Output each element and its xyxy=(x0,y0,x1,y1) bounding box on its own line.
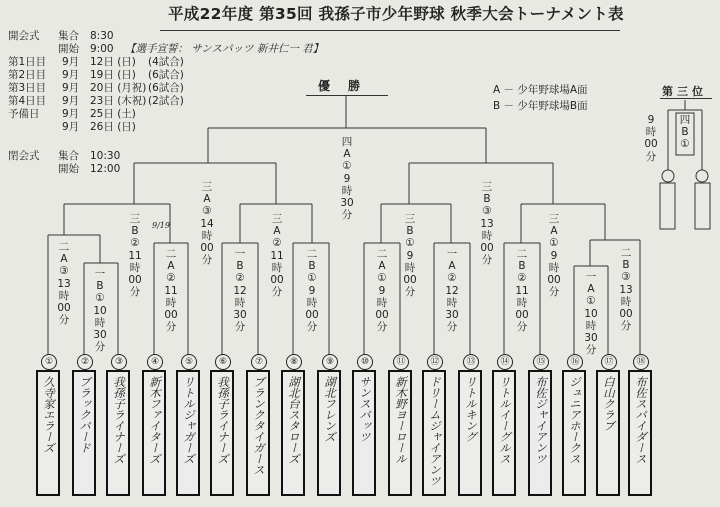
champion-label: 優勝 xyxy=(318,79,379,93)
team-name: リトルイーグルス xyxy=(498,376,512,464)
team-name: 久寺家エラーズ xyxy=(42,376,56,453)
third-place-time-col: 9 時 00 分 xyxy=(644,114,658,163)
team-box xyxy=(596,370,620,496)
team-number: ⑨ xyxy=(322,354,338,370)
third-place-field: 四 B ① xyxy=(679,114,691,151)
closing-sub: 集合 xyxy=(58,150,79,162)
schedule-time: 8:30 xyxy=(90,30,114,42)
team-number: ② xyxy=(77,354,93,370)
match-semi-left: 三 A ③ 14 時 00 分 xyxy=(200,181,214,267)
schedule-time: 12日 (日) xyxy=(90,56,136,68)
team-name: ドリームジャイアンツ xyxy=(428,376,442,486)
match-q2: 三 A ② 11 時 00 分 xyxy=(270,213,284,299)
team-number: ⑯ xyxy=(567,354,583,370)
third-place-slot xyxy=(662,170,674,182)
team-box xyxy=(176,370,200,496)
team-name: ブランクタイガース xyxy=(252,376,266,475)
page-title: 平成22年度 第35回 我孫子市少年野球 秋季大会トーナメント表 xyxy=(168,5,624,23)
team-number: ⑥ xyxy=(215,354,231,370)
match-q1: 三 B ② 11 時 00 分 xyxy=(128,213,142,299)
team-name: リトルジャガーズ xyxy=(182,376,196,464)
team-number: ⑱ xyxy=(633,354,649,370)
third-place-team-box xyxy=(660,183,675,229)
match-semi-right: 三 B ③ 13 時 00 分 xyxy=(480,181,494,267)
team-name: 我孫子ライナーズ xyxy=(216,376,230,464)
schedule-label: 第2日目 xyxy=(8,69,47,81)
team-name: ブラックバード xyxy=(78,376,92,453)
team-box xyxy=(142,370,166,496)
match-final: 四 A ① 9 時 30 分 xyxy=(340,136,354,222)
third-place-team-box xyxy=(695,183,710,229)
team-number: ⑰ xyxy=(601,354,617,370)
team-box xyxy=(106,370,130,496)
schedule-extra: (2試合) xyxy=(148,95,184,107)
team-name: 新木野ヨーロール xyxy=(394,376,408,464)
schedule-time: 20日 (月祝) xyxy=(90,82,147,94)
schedule-sub: 9月 xyxy=(62,82,80,94)
closing-time: 10:30 xyxy=(90,150,121,162)
team-box xyxy=(492,370,516,496)
team-number: ⑬ xyxy=(463,354,479,370)
schedule-time: 23日 (木祝) xyxy=(90,95,147,107)
legend-a: A － 少年野球場A面 xyxy=(493,84,588,96)
team-number: ④ xyxy=(147,354,163,370)
schedule-extra: (6試合) xyxy=(148,82,184,94)
team-box xyxy=(422,370,446,496)
team-number: ⑤ xyxy=(181,354,197,370)
schedule-extra: (4試合) xyxy=(148,56,184,68)
team-box xyxy=(72,370,96,496)
team-name: サンスパッツ xyxy=(358,376,372,442)
team-box xyxy=(528,370,552,496)
third-place-label: 第三位 xyxy=(662,85,707,98)
team-number: ⑮ xyxy=(533,354,549,370)
schedule-label: 予備日 xyxy=(8,108,40,120)
team-box xyxy=(352,370,376,496)
match-q4: 三 A ① 9 時 00 分 xyxy=(547,213,561,299)
schedule-time: 9:00 xyxy=(90,43,114,55)
team-name: 湖北フレンズ xyxy=(323,376,337,442)
team-box xyxy=(36,370,60,496)
third-place-slot xyxy=(696,170,708,182)
schedule-time: 26日 (日) xyxy=(90,121,136,133)
team-name: 新木ファイターズ xyxy=(148,376,162,464)
team-number: ⑩ xyxy=(357,354,373,370)
team-box xyxy=(628,370,652,496)
match-r1-1617: 一 A ① 10 時 30 分 xyxy=(584,271,598,357)
team-name: 布佐スパイダース xyxy=(634,376,648,464)
closing-label: 閉会式 xyxy=(8,150,40,162)
schedule-sub: 開始 xyxy=(58,43,79,55)
closing-time: 12:00 xyxy=(90,163,121,175)
team-name: 我孫子ライナーズ xyxy=(112,376,126,464)
team-number: ⑫ xyxy=(427,354,443,370)
schedule-time: 25日 (土) xyxy=(90,108,136,120)
team-box xyxy=(388,370,412,496)
team-box xyxy=(562,370,586,496)
team-number: ⑪ xyxy=(393,354,409,370)
team-box xyxy=(210,370,234,496)
team-number: ⑧ xyxy=(286,354,302,370)
team-box xyxy=(281,370,305,496)
match-r1-23: 一 B ① 10 時 30 分 xyxy=(93,268,107,354)
team-number: ① xyxy=(41,354,57,370)
schedule-label: 第1日目 xyxy=(8,56,47,68)
schedule-sub: 9月 xyxy=(62,56,80,68)
team-name: ジュニアホークス xyxy=(568,376,582,464)
team-name: 布佐ジャイアンツ xyxy=(534,376,548,464)
schedule-sub: 集合 xyxy=(58,30,79,42)
schedule-sub: 9月 xyxy=(62,121,80,133)
schedule-extra: (6試合) xyxy=(148,69,184,81)
schedule-label: 第4日目 xyxy=(8,95,47,107)
match-r2-45: 二 A ② 11 時 00 分 xyxy=(164,248,178,334)
match-r2-89: 二 B ① 9 時 00 分 xyxy=(305,248,319,334)
schedule-sub: 9月 xyxy=(62,108,80,120)
team-box xyxy=(246,370,270,496)
team-name: 湖北台スタローズ xyxy=(287,376,301,464)
schedule-sub: 9月 xyxy=(62,95,80,107)
team-name: リトルキング xyxy=(464,376,478,442)
match-q3: 三 B ① 9 時 00 分 xyxy=(403,213,417,299)
team-box xyxy=(317,370,341,496)
team-box xyxy=(458,370,482,496)
match-r2-18: 二 B ③ 13 時 00 分 xyxy=(619,247,633,333)
match-r2-1213: 一 A ② 12 時 30 分 xyxy=(445,248,459,334)
team-number: ⑦ xyxy=(251,354,267,370)
match-r2-67: 一 B ② 12 時 30 分 xyxy=(233,248,247,334)
team-name: 白山クラブ xyxy=(602,376,616,431)
team-number: ⑭ xyxy=(497,354,513,370)
match-r2-1011: 二 A ① 9 時 00 分 xyxy=(375,248,389,334)
team-number: ③ xyxy=(111,354,127,370)
match-r2-1: 二 A ③ 13 時 00 分 xyxy=(57,241,71,327)
schedule-label: 第3日目 xyxy=(8,82,47,94)
match-r2-1415: 二 B ② 11 時 00 分 xyxy=(515,248,529,334)
schedule-sub: 9月 xyxy=(62,69,80,81)
handwritten-date: 9/19 xyxy=(152,221,170,230)
schedule-time: 19日 (日) xyxy=(90,69,136,81)
closing-sub: 開始 xyxy=(58,163,79,175)
legend-b: B － 少年野球場B面 xyxy=(493,100,588,112)
oath-note: 【選手宣誓： サンスパッツ 新井仁一 君】 xyxy=(125,43,324,55)
schedule-label: 開会式 xyxy=(8,30,40,42)
